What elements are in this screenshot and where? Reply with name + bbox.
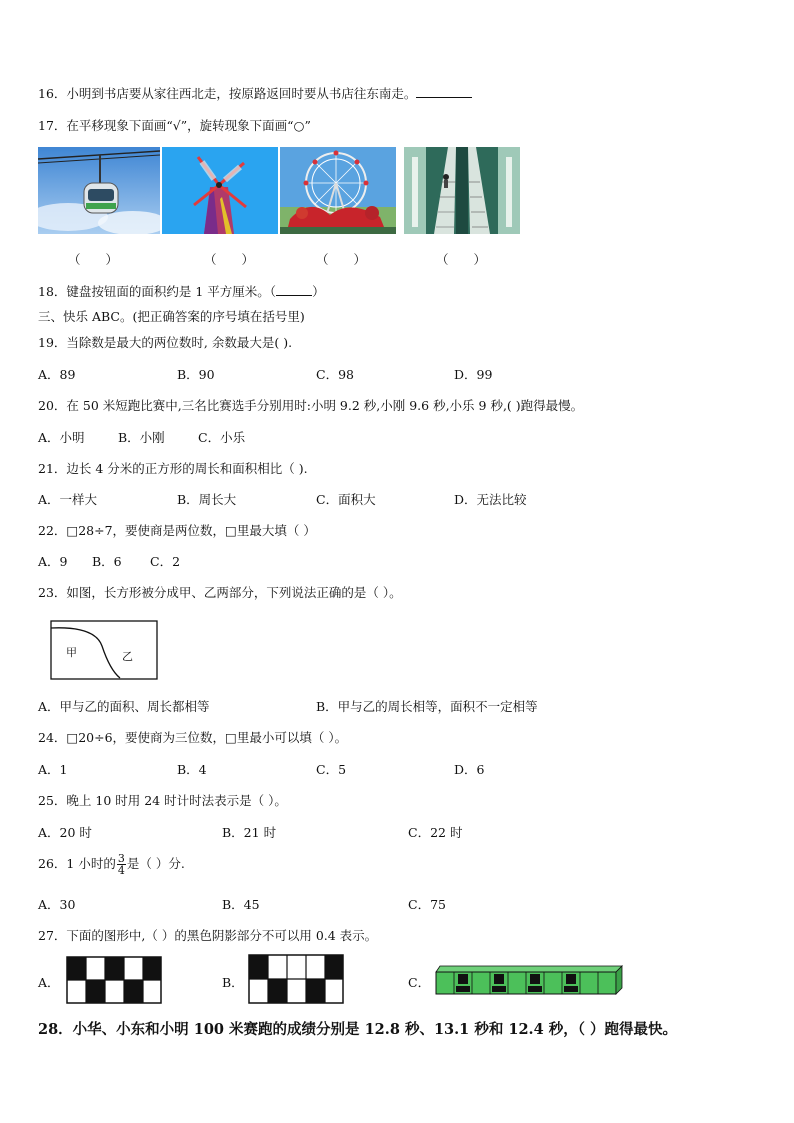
option-21-d[interactable]: D．无法比较 xyxy=(454,492,527,507)
option-20-a[interactable]: A．小明 xyxy=(38,430,85,445)
label-jia: 甲 xyxy=(66,646,77,659)
option-23-a[interactable]: A．甲与乙的面积、周长都相等 xyxy=(38,699,210,714)
option-24-d[interactable]: D．6 xyxy=(454,762,485,777)
option-22-b[interactable]: B．6 xyxy=(92,554,122,569)
windmill-photo xyxy=(162,147,278,234)
option-21-a[interactable]: A．一样大 xyxy=(38,492,98,507)
option-21-c[interactable]: C．面积大 xyxy=(316,492,376,507)
question-26 xyxy=(38,850,185,878)
figure-27-a xyxy=(66,956,162,1007)
label-yi: 乙 xyxy=(122,650,133,663)
fraction-three-quarters xyxy=(117,853,126,876)
question-19-text: 19．当除数是最大的两位数时, 余数最大是( ). xyxy=(38,335,293,350)
question-23-text: 23．如图，长方形被分成甲、乙两部分，下列说法正确的是（ ）。 xyxy=(38,585,402,600)
option-22-a[interactable]: A．9 xyxy=(38,554,68,569)
question-20-text: 20．在 50 米短跑比赛中,三名比赛选手分别用时:小明 9.2 秒,小刚 9.6 秒,小乐 9 秒,( )跑得最慢。 xyxy=(38,398,584,413)
question-25-text: 25．晚上 10 时用 24 时计时法表示是（ ）。 xyxy=(38,793,287,808)
option-19-b[interactable]: B．90 xyxy=(177,367,215,382)
question-24-text: 24．□20÷6，要使商为三位数，□里最小可以填（ ）。 xyxy=(38,730,348,745)
paren-17-3[interactable]: （ ） xyxy=(316,252,367,267)
question-16 xyxy=(38,84,472,102)
option-24-a[interactable]: A．1 xyxy=(38,762,68,777)
figure-27-b xyxy=(248,954,344,1007)
option-21-b[interactable]: B．周长大 xyxy=(177,492,237,507)
option-19-c[interactable]: C．98 xyxy=(316,367,354,382)
option-24-c[interactable]: C．5 xyxy=(316,762,347,777)
option-25-b[interactable]: B．21 时 xyxy=(222,825,277,840)
option-27-b-label[interactable]: B． xyxy=(222,975,244,990)
figure-27-c xyxy=(434,964,624,999)
option-26-b[interactable]: B．45 xyxy=(222,897,260,912)
ferris-wheel-photo xyxy=(280,147,396,234)
option-20-b[interactable]: B．小刚 xyxy=(118,430,165,445)
answer-blank-18[interactable] xyxy=(276,283,312,296)
question-18 xyxy=(38,282,325,300)
option-26-a[interactable]: A．30 xyxy=(38,897,76,912)
option-24-b[interactable]: B．4 xyxy=(177,762,207,777)
rectangle-figure xyxy=(50,620,158,680)
option-25-c[interactable]: C．22 时 xyxy=(408,825,463,840)
option-20-c[interactable]: C．小乐 xyxy=(198,430,246,445)
option-27-a-label[interactable]: A． xyxy=(38,975,60,990)
answer-blank-16[interactable] xyxy=(416,85,472,98)
question-18-text: 18．键盘按钮面的面积约是 1 平方厘米。（ xyxy=(38,284,277,299)
cable-car-photo xyxy=(38,147,160,234)
escalator-photo xyxy=(404,147,520,234)
option-25-a[interactable]: A．20 时 xyxy=(38,825,92,840)
section-3-title: 三、快乐 ABC。(把正确答案的序号填在括号里) xyxy=(38,309,305,324)
option-26-c[interactable]: C．75 xyxy=(408,897,446,912)
paren-17-2[interactable]: （ ） xyxy=(204,252,255,267)
question-16-text: 16．小明到书店要从家往西北走，按原路返回时要从书店往东南走。 xyxy=(38,86,417,101)
question-26-prefix: 26．1 小时的 xyxy=(38,856,116,871)
paren-17-4[interactable]: （ ） xyxy=(436,252,487,267)
question-17-text: 17．在平移现象下面画“√”，旋转现象下面画“○” xyxy=(38,118,311,133)
option-22-c[interactable]: C．2 xyxy=(150,554,181,569)
option-19-d[interactable]: D．99 xyxy=(454,367,493,382)
fraction-denominator: 4 xyxy=(117,864,125,877)
question-27-text: 27．下面的图形中,（ ）的黑色阴影部分不可以用 0.4 表示。 xyxy=(38,928,378,943)
option-27-c-label[interactable]: C． xyxy=(408,975,431,990)
question-22-text: 22．□28÷7，要使商是两位数，□里最大填（ ） xyxy=(38,523,316,538)
option-23-b[interactable]: B．甲与乙的周长相等，面积不一定相等 xyxy=(316,699,538,714)
paren-17-1[interactable]: （ ） xyxy=(68,252,119,267)
question-21-text: 21．边长 4 分米的正方形的周长和面积相比（ ). xyxy=(38,461,308,476)
option-19-a[interactable]: A．89 xyxy=(38,367,76,382)
question-18-close: ） xyxy=(312,284,325,299)
question-26-suffix: 是（ ）分. xyxy=(126,856,185,871)
fraction-numerator: 3 xyxy=(117,852,125,865)
question-28-text: 28．小华、小东和小明 100 米赛跑的成绩分别是 12.8 秒、13.1 秒和 12.4 秒，（ ）跑得最快。 xyxy=(38,1021,678,1038)
